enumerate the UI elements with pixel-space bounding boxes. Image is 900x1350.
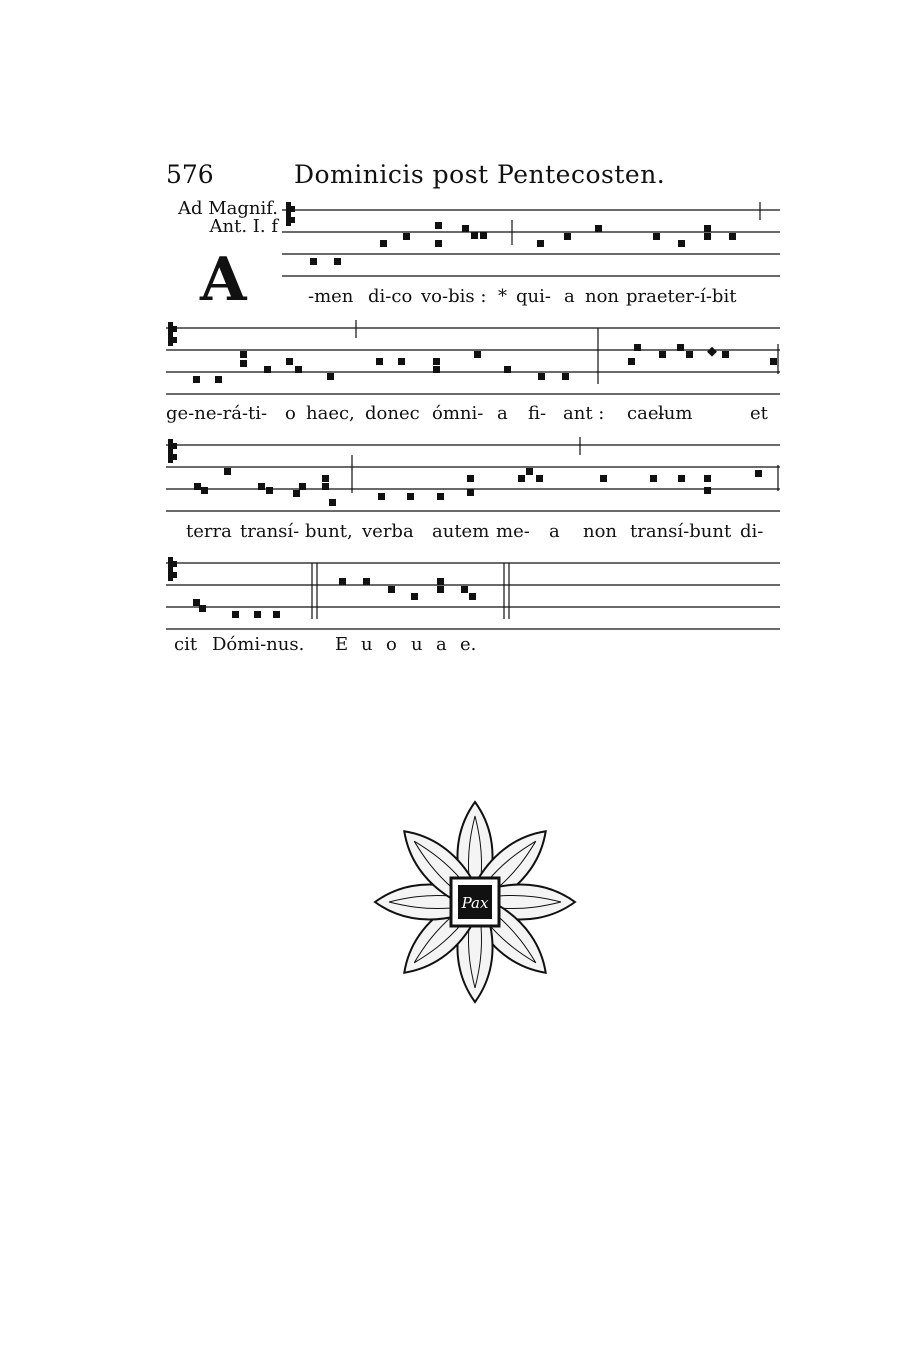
antiphon-label-line2: Ant. I. f [209,216,278,237]
lyric-syllable: transí- [240,521,300,542]
initial-letter: A [200,245,247,315]
lyric-syllable: non [585,286,620,307]
lyric-syllable: non [583,521,618,542]
neumes [310,222,736,265]
lyric-syllable: fi- [528,403,547,424]
lyric-syllable: a [564,286,575,307]
lyric-syllable: et [750,403,768,424]
lyric-syllable: ge-ne-rá-ti- [166,403,268,424]
lyric-syllable: autem [432,521,490,542]
lyric-syllable: praeter-í-bit [626,286,737,307]
lyric-syllable: bunt, [305,521,353,542]
staff-system-3 [166,435,786,515]
lyric-syllable: verba [362,521,414,542]
lyric-syllable: donec [365,403,420,424]
lyric-syllable: cae- [627,403,665,424]
lyric-syllable: ómni- [432,403,484,424]
staff-system-4 [166,553,786,633]
lyric-syllable: cit [174,634,198,655]
lyric-syllable: di- [740,521,764,542]
lyric-syllable: qui- [516,286,551,307]
lyric-syllable: o [285,403,296,424]
neumes [193,578,476,618]
lyric-syllable: a [549,521,560,542]
lyric-syllable: vo-bis : [421,286,487,307]
lyric-syllable: -men [308,286,354,307]
lyric-asterisk: * [498,286,507,307]
staff-lines [166,328,780,394]
page-number: 576 [166,160,214,189]
euouae-syllable: a [436,634,447,655]
lyric-syllable: ant : [563,403,605,424]
c-clef-icon [168,322,177,346]
staff-lines [282,210,780,276]
neumes [194,468,762,506]
euouae-syllable: E [335,634,349,655]
euouae-syllable: o [386,634,397,655]
lyric-syllable: me- [496,521,530,542]
staff-system-1 [282,200,882,280]
euouae-syllable: u [361,634,373,655]
euouae-syllable: u [411,634,423,655]
staff-system-2 [166,318,786,398]
lyric-syllable: transí-bunt [630,521,732,542]
lyric-syllable: Dómi-nus. [212,634,305,655]
c-clef-icon [168,557,177,581]
running-title: Dominicis post Pentecosten. [294,160,666,189]
floral-rosette-icon [365,795,585,1010]
c-clef-icon [286,202,295,226]
euouae-syllable: e. [460,634,477,655]
double-bar [312,563,509,619]
antiphon-mode-label [166,200,278,236]
antiphon-label-line1: Ad Magnif. [177,198,278,219]
c-clef-icon [168,439,177,463]
lyric-syllable: terra [186,521,232,542]
lyric-syllable: haec, [306,403,355,424]
lyric-syllable: di-co [368,286,413,307]
lyric-syllable: a [497,403,508,424]
lyric-syllable: lum [658,403,693,424]
pax-monogram: Pax [461,894,489,912]
